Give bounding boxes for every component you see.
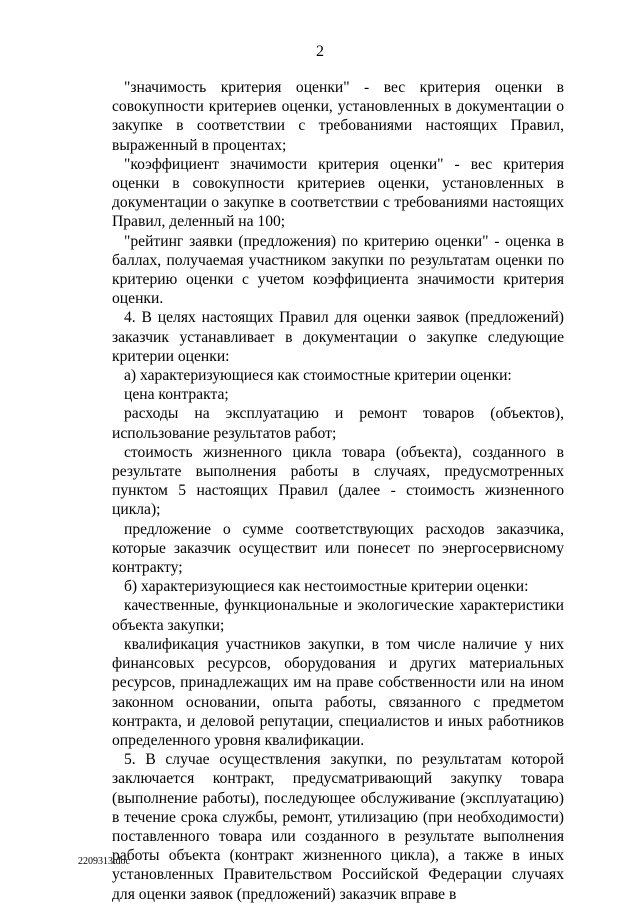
paragraph: 4. В целях настоящих Правил для оценки заявок (предложений) заказчик устанавливает в документации о закупке следующие критерии оценки: — [112, 309, 564, 365]
paragraph: расходы на эксплуатацию и ремонт товаров (объектов), использование результатов работ; — [112, 405, 564, 442]
paragraph: предложение о сумме соответствующих расходов заказчика, которые заказчик осуществит или понесет по энергосервисному контракту; — [112, 520, 564, 577]
paragraph: качественные, функциональные и экологические характеристики объекта закупки; — [112, 597, 564, 634]
paragraph: б) характеризующиеся как нестоимостные критерии оценки: — [124, 578, 529, 596]
paragraph: а) характеризующиеся как стоимостные критерии оценки: — [124, 367, 512, 385]
paragraph: цена контракта; — [124, 386, 229, 404]
page-number: 2 — [316, 43, 324, 60]
paragraph: "значимость критерия оценки" - вес критерия оценки в совокупности критериев оценки, установленных в документации о закупке в соответствии с требованиями настоящих Правил, выраженный в процентах; — [112, 79, 564, 154]
paragraph: "коэффициент значимости критерия оценки" - вес критерия оценки в совокупности критериев оценки, установленных в документации о закупке в соответствии с требованиями настоящих Правил, деленный на 100; — [112, 155, 564, 231]
paragraph: квалификация участников закупки, в том числе наличие у них финансовых ресурсов, оборудования и других материальных ресурсов, принадлежащих им на праве собственности или на ином законном основании, опыта работы, связанного с предметом контракта, и деловой репутации, специалистов и иных работников определенного уровня квалификации. — [112, 635, 564, 749]
document-body — [112, 78, 564, 904]
paragraph: стоимость жизненного цикла товара (объекта), созданного в результате выполнения работы в случаях, предусмотренных пунктом 5 настоящих Правил (далее - стоимость жизненного цикла); — [112, 443, 564, 519]
file-name-footer: 2209313.doc — [78, 856, 130, 867]
paragraph: "рейтинг заявки (предложения) по критерию оценки" - оценка в баллах, получаемая участником закупки по результатам оценки по критерию оценки с учетом коэффициента значимости критерия оценки. — [112, 232, 564, 308]
paragraph: 5. В случае осуществления закупки, по результатам которой заключается контракт, предусматривающий закупку товара (выполнение работы), последующее обслуживание (эксплуатацию) в течение срока службы, ремонт, утилизацию (при необходимости) поставленного товара или созданного в результате выполнения работы объекта (контракт жизненного цикла), а также в иных установленных Правительством Российской Федерации случаях для оценки заявок (предложений) заказчик вправе в — [112, 751, 564, 903]
